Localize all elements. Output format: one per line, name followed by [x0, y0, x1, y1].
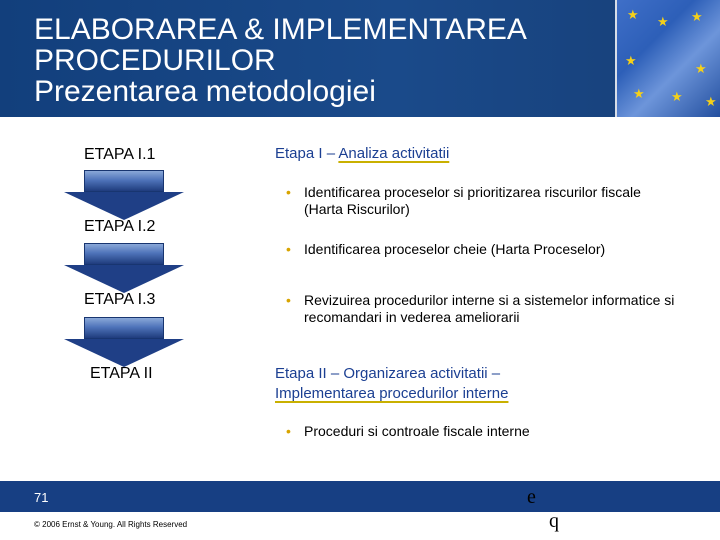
footer-letter-e: e: [527, 486, 536, 508]
stage-label-i3: ETAPA I.3: [84, 291, 156, 308]
flag-star-icon: ★: [633, 86, 645, 101]
phase-2-heading: [275, 364, 665, 404]
flag-star-icon: ★: [695, 61, 707, 76]
phase-2-line-1: Etapa II – Organizarea activitatii –: [275, 365, 501, 382]
bullet-dot-icon: •: [286, 184, 291, 200]
stage-label-i1: ETAPA I.1: [84, 146, 156, 163]
footer-bar: [0, 481, 720, 512]
title-line-3: Prezentarea metodologiei: [34, 75, 376, 108]
bullet-dot-icon: •: [286, 241, 291, 257]
phase-1-bullet-1: • Identificarea proceselor si prioritizarea riscurilor fiscale (Harta Riscurilor): [286, 184, 641, 217]
phase-1-bullet-2: • Identificarea proceselor cheie (Harta Proceselor): [286, 241, 606, 257]
phase-2-bullet-1: • Proceduri si controale fiscale interne: [286, 423, 530, 439]
slide-header: [0, 0, 720, 117]
title-line-1: ELABORAREA & IMPLEMENTAREA: [34, 13, 527, 46]
flag-star-icon: ★: [627, 7, 639, 22]
flag-star-icon: ★: [657, 14, 669, 29]
flag-star-icon: ★: [705, 94, 717, 109]
page-title: [34, 14, 614, 107]
phase-1-link[interactable]: Analiza activitatii: [338, 145, 450, 162]
bullet-dot-icon: •: [286, 423, 291, 439]
copyright-notice: © 2006 Ernst & Young. All Rights Reserved: [34, 520, 188, 529]
title-line-2: PROCEDURILOR: [34, 44, 276, 77]
footer-letter-q: q: [549, 510, 559, 532]
flag-star-icon: ★: [671, 89, 683, 104]
phase-2-link[interactable]: Implementarea procedurilor interne: [275, 385, 509, 402]
stage-label-i2: ETAPA I.2: [84, 218, 156, 235]
flag-star-icon: ★: [625, 53, 637, 68]
eu-flag-icon: [615, 0, 720, 117]
phase-1-prefix: Etapa I –: [275, 145, 339, 162]
page-number: 71: [34, 490, 49, 505]
bullet-dot-icon: •: [286, 292, 291, 308]
stage-label-ii: ETAPA II: [90, 365, 153, 382]
phase-1-heading: [275, 144, 449, 164]
flag-star-icon: ★: [691, 9, 703, 24]
phase-1-bullet-3: • Revizuirea procedurilor interne si a sistemelor informatice si recomandari in vederea ameliorarii: [286, 292, 675, 325]
